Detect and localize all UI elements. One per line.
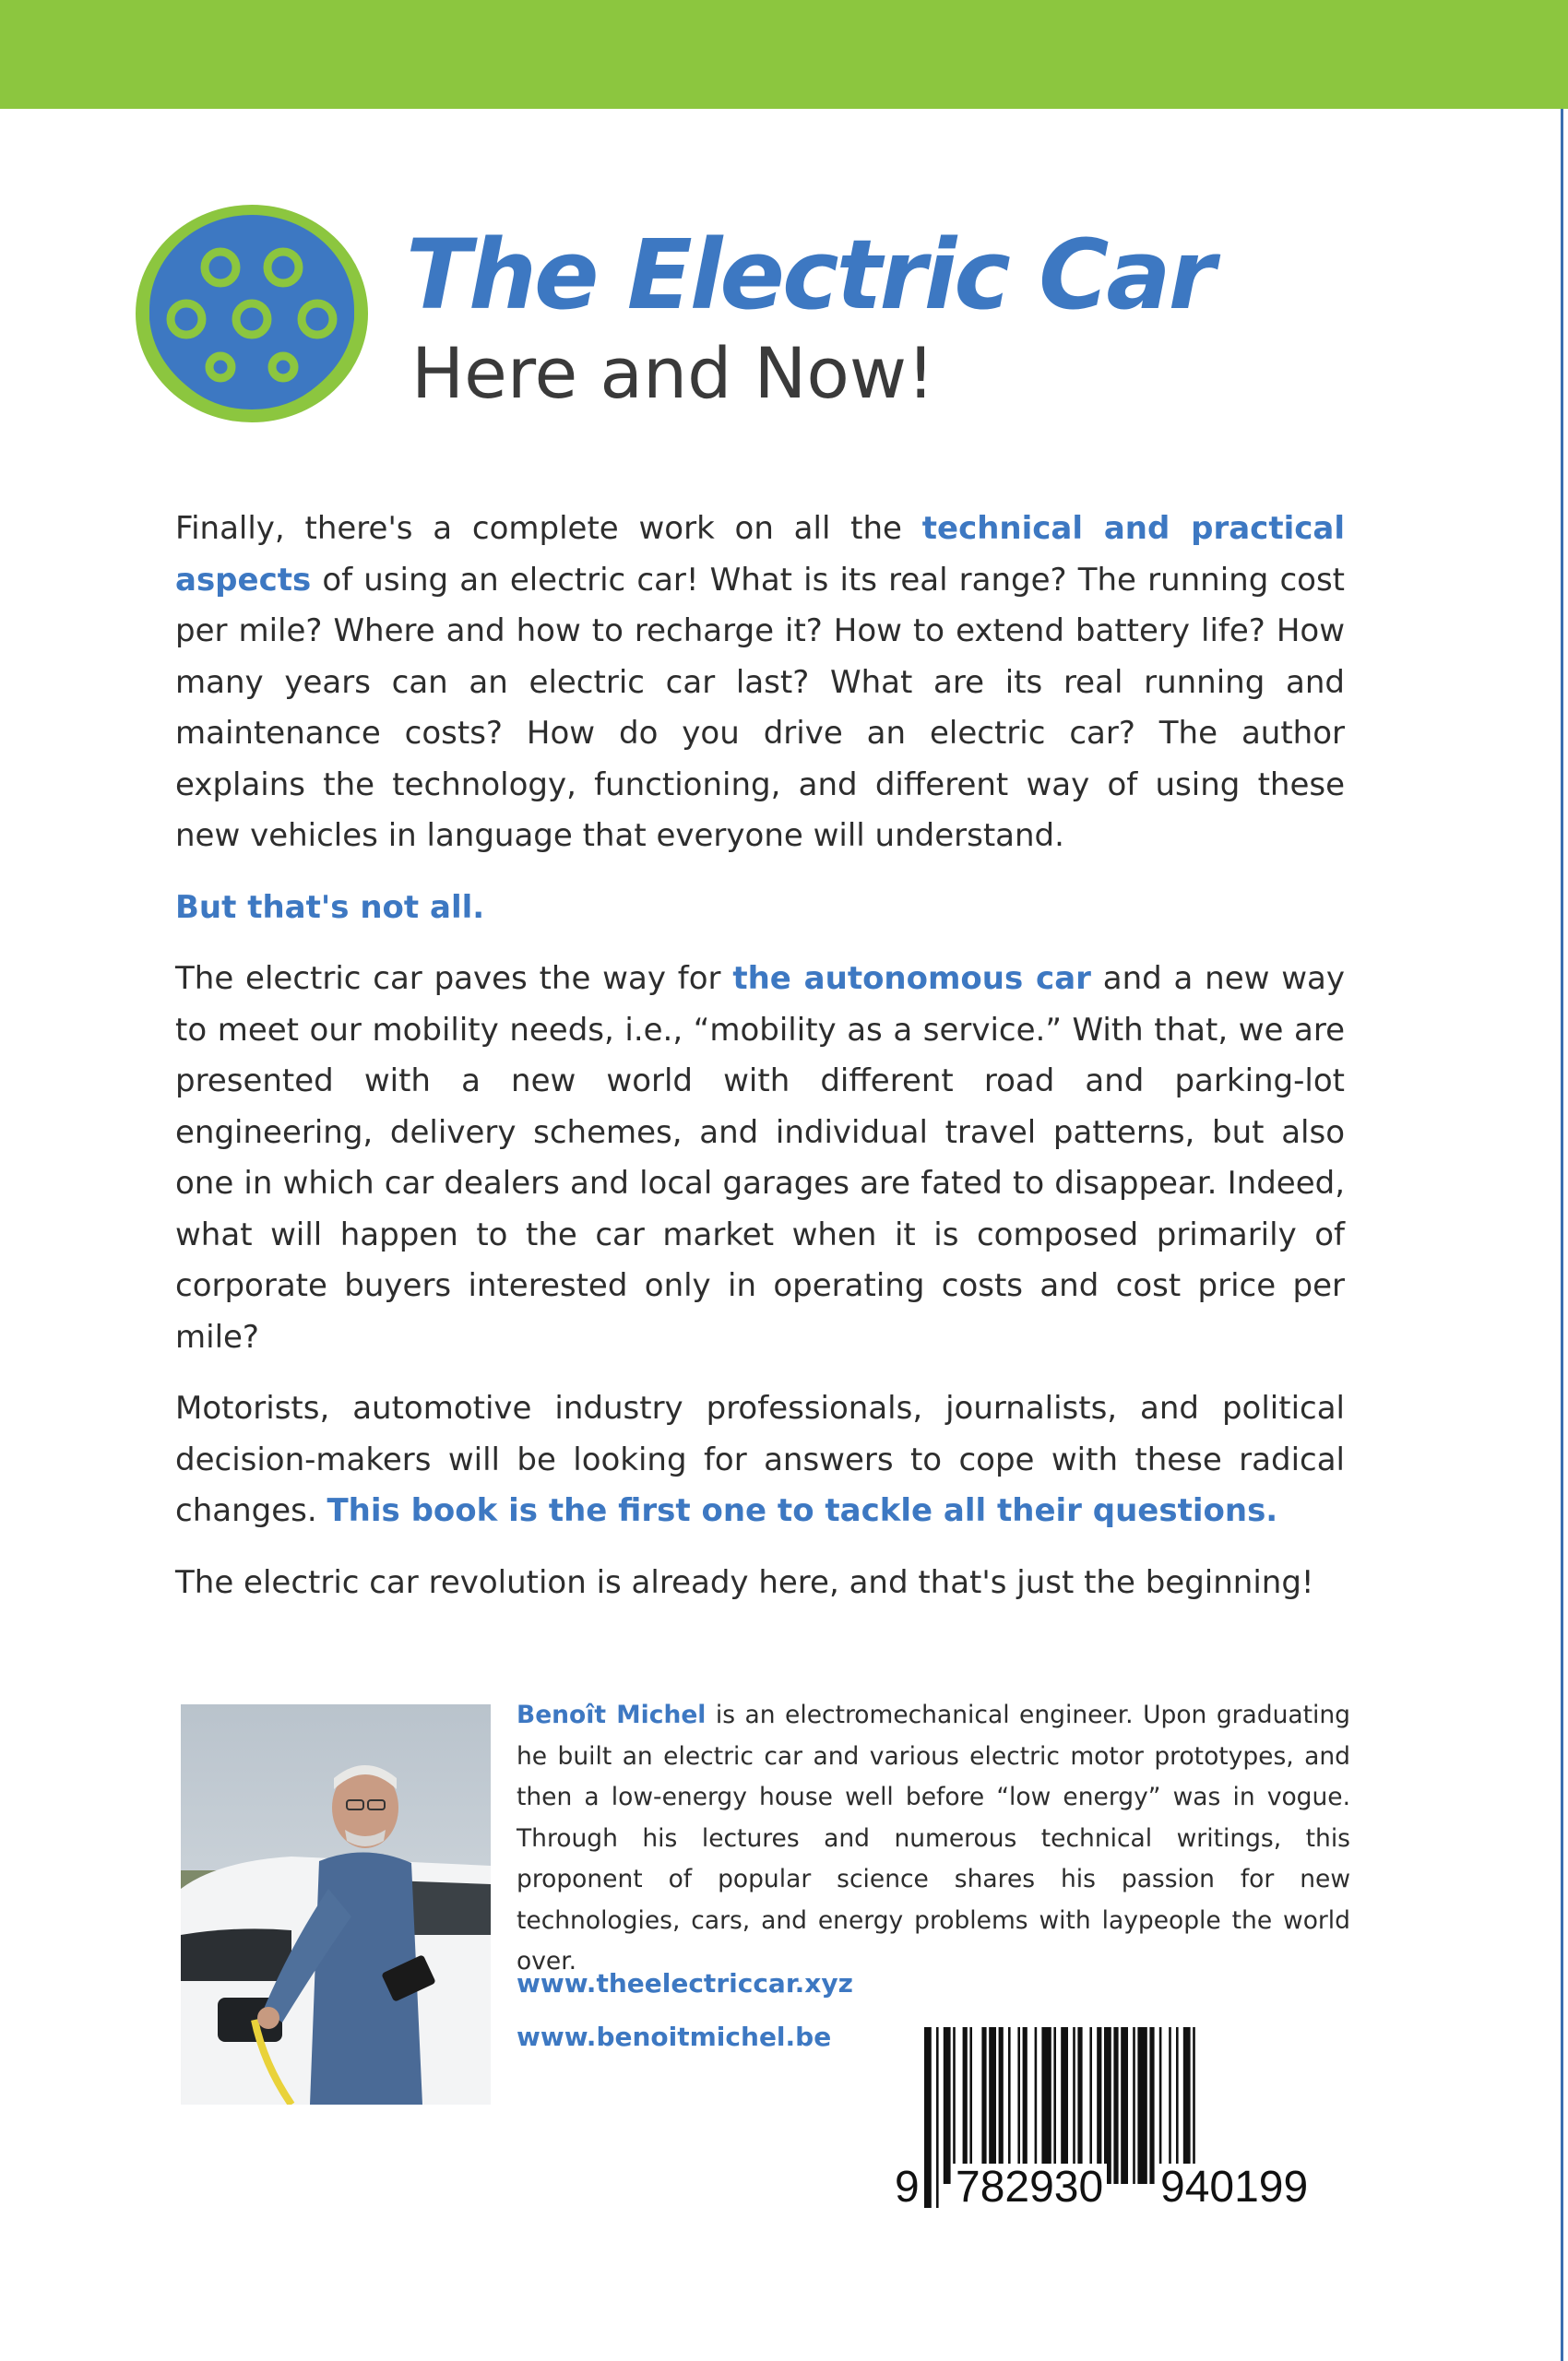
author-name: Benoît Michel (517, 1701, 707, 1729)
blurb-paragraph-2: But that's not all. (175, 888, 485, 926)
book-subtitle: Here and Now! (411, 332, 935, 414)
book-title: The Electric Car (406, 219, 1213, 331)
author-photo (181, 1704, 491, 2105)
website-link-benoitmichel[interactable]: www.benoitmichel.be (517, 2022, 832, 2052)
author-bio: Benoît Michel is an electromechanical engineer. Upon graduating he built an electric car and various electric motor prototypes, and then a low-energy house well before “low energy” was in vogue. Through his lectures and numerous technical writings, this proponent of popular science shares his passion for new technologies, cars, and energy problems with laypeople the world over. (517, 1701, 1350, 1975)
blurb-paragraph-3: The electric car paves the way for the autonomous car and a new way to meet our mobility needs, i.e., “mobility as a service.” With that, we are presented with a new world with different road and parking-lot engineering, delivery schemes, and individual travel patterns, but also one in which car dealers and local garages are fated to disappear. Indeed, what will happen to the car market when it is composed primarily of corporate buyers interested only in operating costs and cost price per mile? (175, 960, 1345, 1356)
top-color-band (0, 0, 1568, 109)
charging-plug-icon (133, 201, 371, 426)
isbn-first-digit: 9 (891, 2164, 923, 2212)
blurb-paragraph-5: The electric car revolution is already here, and that's just the beginning! (175, 1563, 1314, 1601)
highlight-technical-aspects: technical and practical aspects (175, 510, 1345, 599)
isbn-group-2: 940199 (1157, 2164, 1312, 2212)
isbn-group-1: 782930 (952, 2164, 1107, 2212)
isbn-number (887, 2138, 1348, 2212)
author-links (517, 1957, 853, 2064)
blurb-paragraph-1: Finally, there's a complete work on all the technical and practical aspects of using an electric car! What is its real range? The running cost per mile? Where and how to recharge it? How to extend battery life? How many years can an electric car last? What are its real running and maintenance costs? How do you drive an electric car? The author explains the technology, functioning, and different way of using these new vehicles in language that everyone will understand. (175, 510, 1345, 854)
highlight-autonomous-car: the autonomous car (732, 960, 1091, 997)
highlight-first-book: This book is the first one to tackle all their questions. (327, 1492, 1278, 1529)
back-cover-blurb (175, 504, 1345, 1629)
cover-right-edge (1561, 109, 1568, 2361)
website-link-theelectriccar[interactable]: www.theelectriccar.xyz (517, 1968, 853, 1999)
blurb-paragraph-4: Motorists, automotive industry professionals, journalists, and political decision-makers will be looking for answers to cope with these radical changes. This book is the first one to tackle all their questions. (175, 1390, 1345, 1529)
